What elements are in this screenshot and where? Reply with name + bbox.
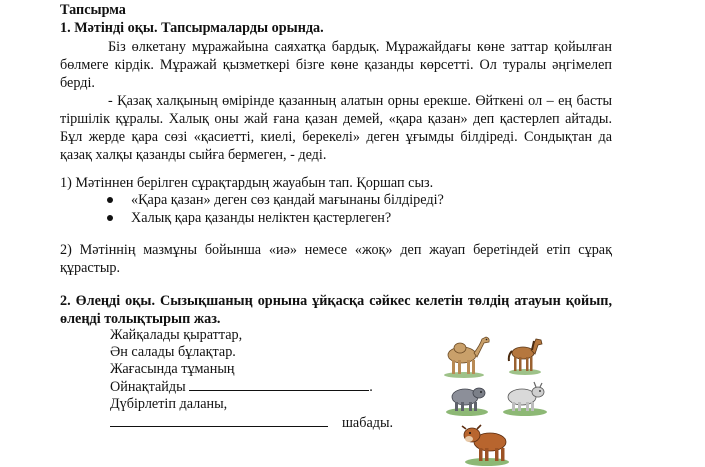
task1-title: 1. Мәтінді оқы. Тапсырмаларды орында. <box>60 20 324 36</box>
poem-line-4 <box>110 377 373 396</box>
answer-blank[interactable] <box>110 413 328 427</box>
poem-line: Ән салады бұлақтар. <box>110 344 236 360</box>
lamb-icon <box>444 380 490 416</box>
question-1: 1) Мәтіннен берілген сұрақтардың жауабын тап. Қоршап сыз. <box>60 175 434 191</box>
bullet-item: «Қара қазан» деген сөз қандай мағынаны білдіреді? <box>131 192 444 208</box>
para2-line: қазақ халқы қазанды сыйға бермеген, - деді. <box>60 147 327 163</box>
answer-blank[interactable] <box>189 377 289 391</box>
goat-kid-icon <box>500 380 550 416</box>
para2-line: Бұл жерде қара сөзі «қасиетті, киелі, берекелі» деген ұғымды білдіреді. Сондықтан да <box>60 129 612 145</box>
task2-title-line: 2. Өлеңді оқы. Сызықшаның орнына ұйқасқа сәйкес келетін төлдің атауын қойып, <box>60 293 612 309</box>
poem-line-4-end: . <box>369 379 373 395</box>
page-heading: Тапсырма <box>60 2 126 18</box>
poem-line-4-text: Ойнақтайды <box>110 379 186 395</box>
question-2-line: 2) Мәтіннің мазмұны бойынша «иә» немесе «жоқ» деп жауап беретіндей етіп сұрақ <box>60 242 612 258</box>
poem-line: Жайқалады қыраттар, <box>110 327 243 343</box>
bullet-marker <box>107 197 115 205</box>
poem-line: Дүбірлетіп даланы, <box>110 396 228 412</box>
foal-icon <box>505 333 545 375</box>
camel-calf-icon <box>440 333 494 379</box>
answer-blank[interactable] <box>289 377 369 391</box>
para1-line: Біз өлкетану мұражайына саяхатқа бардық. Мұражайдағы көне заттар қойылған <box>108 39 612 55</box>
question-2-line: құрастыр. <box>60 260 121 276</box>
para2-line: - Қазақ халқының өмірінде қазанның алатын орны ерекше. Өйткені ол – ең басты <box>108 93 612 109</box>
para1-line: бөлмеге кірдік. Мұражай қызметкері бізге көне қазанды көрсетті. Ол туралы әңгімелеп <box>60 57 612 73</box>
bullet-item: Халық қара қазанды неліктен қастерлеген? <box>131 210 392 226</box>
poem-line-6-tail: шабады. <box>342 415 394 431</box>
poem-line-6 <box>110 413 393 432</box>
para2-line: тіршілік құралы. Халық оны жай ғана қазан демей, «қара қазан» деп қастерлеп айтады. <box>60 111 612 127</box>
poem-line: Жағасында тұманың <box>110 361 235 377</box>
task2-title-line: өлеңді толықтырып жаз. <box>60 311 221 327</box>
bullet-marker <box>107 215 115 223</box>
calf-icon <box>460 420 514 466</box>
para1-line: берді. <box>60 75 95 91</box>
